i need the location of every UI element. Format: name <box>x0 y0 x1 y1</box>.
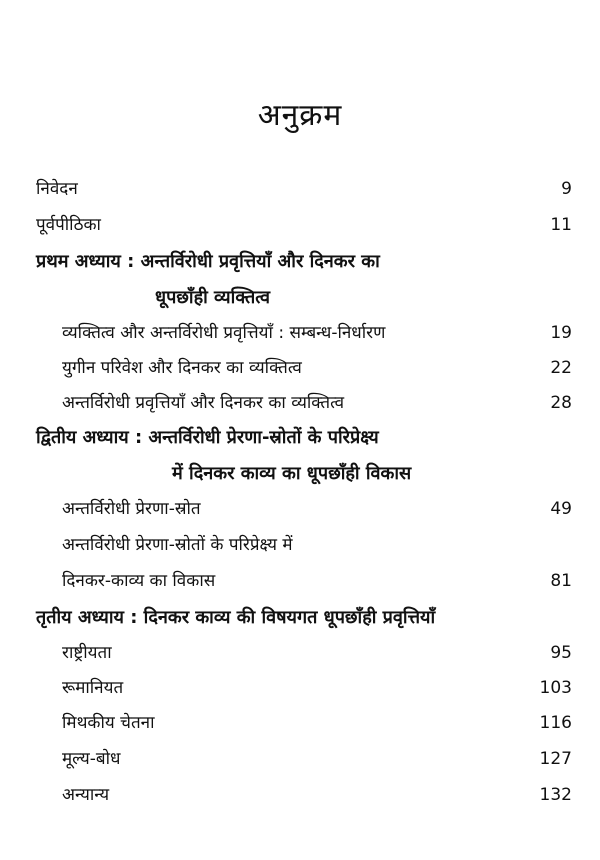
toc-entry-page: 28 <box>550 393 572 413</box>
toc-chapter-label: धूपछाँही व्यक्तित्व <box>155 287 271 308</box>
toc-entry-page: 19 <box>550 323 572 343</box>
toc-entry <box>0 744 600 774</box>
toc-entry-label: व्यक्तित्व और अन्तर्विरोधी प्रवृत्तियाँ : सम्बन्ध-निर्धारण <box>62 323 386 343</box>
toc-entry-label: अन्तर्विरोधी प्रेरणा-स्रोतों के परिप्रेक्ष्य में <box>62 535 293 555</box>
toc-entry <box>0 566 600 596</box>
toc-entry-label: मिथकीय चेतना <box>62 713 155 733</box>
toc-entry-label: निवेदन <box>36 179 78 199</box>
toc-entry-page: 116 <box>539 713 572 733</box>
toc-entry-page: 49 <box>550 499 572 519</box>
toc-entry-label: अन्यान्य <box>62 785 110 805</box>
toc-entry <box>0 780 600 810</box>
toc-chapter-label: प्रथम अध्याय : अन्तर्विरोधी प्रवृत्तियाँ और दिनकर का <box>36 251 380 272</box>
toc-entry <box>0 318 600 348</box>
toc-chapter-1 <box>0 247 600 277</box>
toc-chapter-3 <box>0 603 600 633</box>
toc-entry <box>0 353 600 383</box>
toc-entry <box>0 673 600 703</box>
toc-chapter-1-continued <box>0 283 600 313</box>
toc-entry-page: 11 <box>550 215 572 235</box>
toc-entry-label: युगीन परिवेश और दिनकर का व्यक्तित्व <box>62 358 302 378</box>
toc-entry-label: अन्तर्विरोधी प्रवृत्तियाँ और दिनकर का व्यक्तित्व <box>62 393 345 413</box>
toc-entry-page: 22 <box>550 358 572 378</box>
toc-entry-prologue <box>0 210 600 240</box>
toc-entry-page: 103 <box>539 678 572 698</box>
toc-chapter-label: तृतीय अध्याय : दिनकर काव्य की विषयगत धूपछाँही प्रवृत्तियाँ <box>36 607 436 628</box>
toc-entry-label: राष्ट्रीयता <box>62 643 112 663</box>
toc-entry-page: 132 <box>539 785 572 805</box>
toc-entry <box>0 388 600 418</box>
toc-entry-preface <box>0 174 600 204</box>
toc-entry-page: 127 <box>539 749 572 769</box>
toc-entry-label: अन्तर्विरोधी प्रेरणा-स्रोत <box>62 499 201 519</box>
toc-entry-label: रूमानियत <box>62 678 124 698</box>
toc-chapter-label: द्वितीय अध्याय : अन्तर्विरोधी प्रेरणा-स्रोतों के परिप्रेक्ष्य <box>36 427 379 448</box>
toc-chapter-label: में दिनकर काव्य का धूपछाँही विकास <box>172 463 412 484</box>
toc-entry-label: पूर्वपीठिका <box>36 215 101 235</box>
toc-chapter-2-continued <box>0 459 600 489</box>
toc-entry-page: 81 <box>550 571 572 591</box>
toc-entry-page: 9 <box>561 179 572 199</box>
toc-entry-page: 95 <box>550 643 572 663</box>
toc-entry-label: मूल्य-बोध <box>62 749 121 769</box>
toc-entry-label: दिनकर-काव्य का विकास <box>62 571 216 591</box>
page-title: अनुक्रम <box>257 98 343 133</box>
toc-chapter-2 <box>0 423 600 453</box>
toc-entry <box>0 530 600 560</box>
toc-entry <box>0 638 600 668</box>
toc-entry <box>0 494 600 524</box>
toc-entry <box>0 708 600 738</box>
